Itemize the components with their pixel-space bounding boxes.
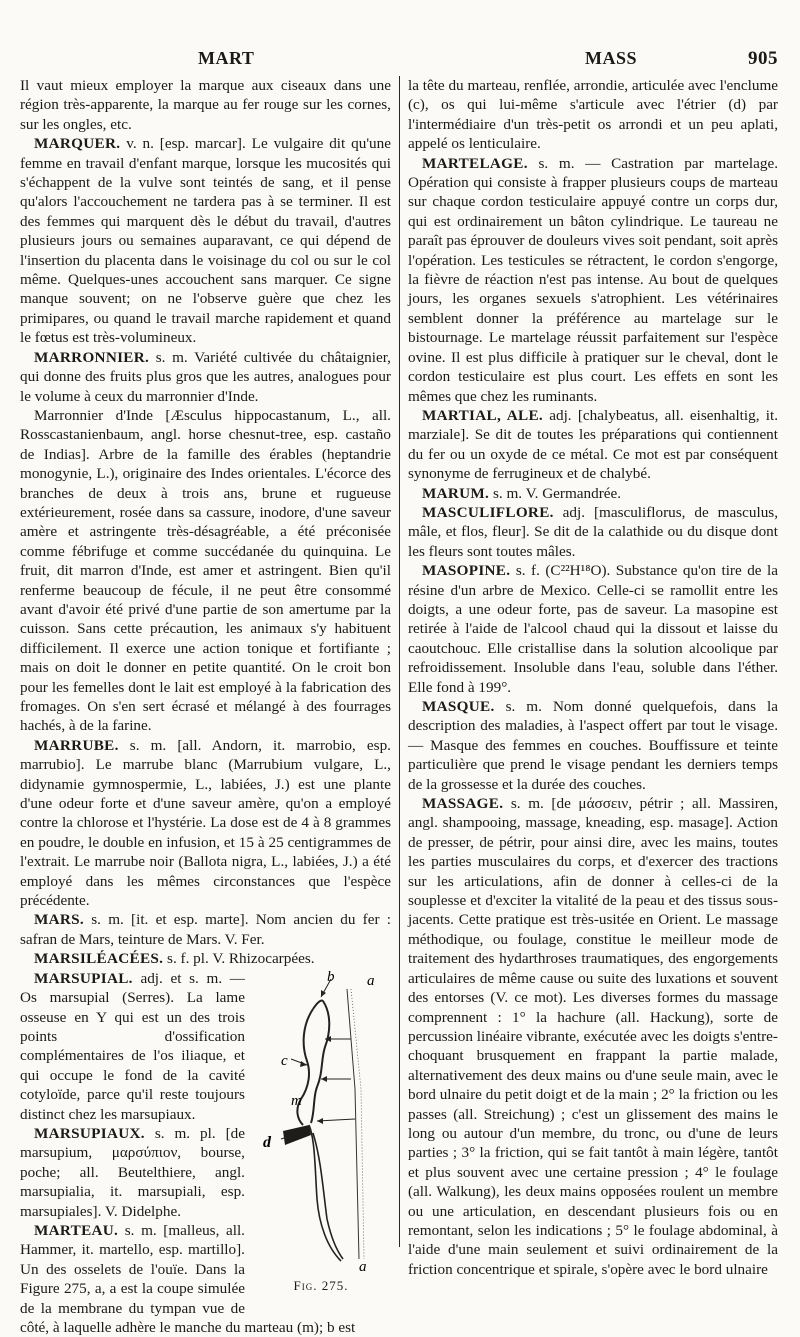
entry-text: v. n. [esp. marcar]. Le vulgaire dit qu'une femme en travail d'enfant marque, lorsque les mucosités qui s'échappent de la vulve sont teintés de sang, et il pense qu'alors l'accouchement ne tardera pas à se terminer. Il est des femmes qui marquent dès le début du travail, d'autres plusieurs jours ou semaines auparavant, ce qui dépend de l'insertion du placenta dans le voisinage du col ou sur le col même. Quelques-unes accouchent sans marquer. Ce signe manque souvent; on ne l'observe guère que chez les primipares, ou quand le travail marche rapidement et quand le fœtus est très-volumineux.: [20, 135, 391, 347]
entry-text: s. f. (C²²H¹⁸O). Substance qu'on tire de la résine d'un arbre de Mexico. Celle-ci se ramollit entre les doigts, a une odeur forte, pas de saveur. La masopine est retirée à l'aide de l'alcool chaud qui la dissout et laisse du caoutchouc. Elle cristallise dans la solution alcoolique par refroidissement. Insoluble dans l'eau, soluble dans l'éther. Elle fond à 199°.: [407, 562, 778, 696]
running-head-right-word: MASS: [585, 48, 638, 68]
headword: MARRUBE.: [34, 736, 119, 754]
entry-text: Marronnier d'Inde [Æsculus hippocastanum, L., all. Rosscastanienbaum, angl. horse chesnut-tree, esp. castaño de Indias]. Arbre de la famille des érables (heptandrie monogynie, L.), originaire des Indes orientales. L'écorce des branches de deux à trois ans, brune et rugueuse extérieurement, rosée dans sa cassure, inodore, d'une saveur amère et astringente très-désagréable, a été préconisée comme fébrifuge et comme succédanée du quinquina. Le fruit, dit marron d'Inde, est amer et astringent. Bien qu'il renferme beaucoup de fécule, il ne peut être consommé avant d'avoir été privé d'une partie de son amertume par la cuisson. Sans cette précaution, les animaux s'y habituent difficilement. Il exerce une action tonique et fortifiante ; mais on doit le donner en petite quantité. On le croit bon pour les femelles dont le lait est employé à la fabrication des fromages. On s'en sert écrasé et mélangé à des fourrages hachés, à de la farine.: [20, 406, 391, 735]
dictionary-entry: [408, 484, 778, 503]
headword: MASSAGE.: [421, 795, 504, 813]
dictionary-entry: [20, 910, 391, 949]
entry-text: s. m. V. Germandrée.: [489, 484, 622, 502]
entry-text: s. m. [all. Andorn, it. marrobio, esp. marrubio]. Le marrube blanc (Marrubium vulgare, L., didynamie gymnospermie, L., labiées, J.) est une plante d'une odeur forte et d'une saveur amère, qu'on a employé contre la chlorose et l'hystérie. La dose est de 4 à 8 grammes en poudre, le double en infusion, et 15 à 25 centigrammes de l'extrait. Le marrube noir (Ballota nigra, L., labiées, J.) a été employé dans les mêmes circonstances que l'espèce précédente.: [20, 736, 391, 910]
headword: MARUM.: [421, 484, 490, 502]
page-number: 905: [748, 48, 778, 69]
entry-text: adj. [masculiflorus, de masculus, mâle, et flos, fleur]. Se dit de la calathide ou du disque dont les fleurs sont toutes mâles.: [407, 503, 778, 560]
entry-text: la tête du marteau, renflée, arrondie, articulée avec l'enclume (c), os qui lui-même s'articule avec l'étrier (d) par l'intermédiaire d'un très-petit os arrondi et un peu aplati, appelé os lenticulaire.: [407, 77, 778, 153]
headword: MARTIAL, ALE.: [421, 406, 543, 424]
running-head: [20, 48, 778, 72]
dictionary-entry: [408, 697, 778, 794]
ear-ossicles-illustration: [251, 969, 391, 1274]
figure-label-d: d: [262, 1133, 271, 1151]
right-column: [399, 76, 778, 1278]
figure-caption: Fig. 275.: [293, 1277, 349, 1293]
headword: MARSUPIAL.: [34, 969, 133, 987]
left-column: [20, 76, 399, 1336]
dictionary-entry: [408, 561, 778, 697]
dictionary-entry: [20, 348, 391, 406]
figure-label-m: m: [290, 1092, 302, 1109]
entry-text: s. m. [malleus, all. Hammer, it. martello, esp. martillo]. Un des osselets de l'ouïe. Dans la Figure 275, a, a est la coupe simulée de la membrane du tympan vue de côté, à laquelle adhère le manche du marteau (m); b est: [20, 1221, 356, 1336]
entry-continuation: [20, 406, 391, 736]
entry-text: s. m. [de μάσσειν, pétrir ; all. Massiren, angl. shampooing, massage, kneading, esp. masage]. Action de presser, de pétrir, pour ainsi dire, avec les mains, toutes les parties musculaires du corps, et d'exercer des tractions sur les articulations, afin de donner à celles-ci de la souplesse et d'exciter la vitalité de la peau et des tissus sous-jacents. Cette pratique est très-usitée en Orient. Le massage méthodique, ou foulage, constitue le meilleur mode de traitement des hydarthroses traumatiques, des engorgements articulaires de même cause ou suite des luxations et souvent des entorses (V. ce mot). Les diverses formes du massage comprennent : 1° la hachure (all. Hackung), sorte de percussion linéaire vibrante, exécutée avec les doigts s'entre-choquant brusquement en frappant la partie malade, alternativement des deux mains ou d'une seule main, avec le bord ulnaire du petit doigt et de la main ; 2° la friction ou les passes (all. Streichung) ; c'est un glissement des mains le long ou autour d'un membre, du tronc, ou d'une de leurs parties ; 3° la friction, qui se fait tantôt à main légère, tantôt et plus souvent avec une certaine pression ; 4° le foulage (all. Walkung), les deux mains opposées roulent un membre ou une articulation, en descendant plusieurs fois ou en remontant, selon les indications ; 5° le foulage abdominal, à l'aide d'une main seulement et suivi ordinairement de la friction concentrique et spirale, s'opère avec le bord ulnaire: [407, 795, 778, 1278]
headword: MARQUER.: [34, 135, 121, 153]
dictionary-entry: [408, 503, 778, 561]
figure-label-b: b: [326, 968, 335, 985]
dictionary-entry: [20, 134, 391, 347]
entry-text: adj. [chalybeatus, all. eisenhaltig, it. marziale]. Se dit de toutes les préparations qui contiennent du fer ou un oxyde de ce métal. Ce mot est par conséquent synonyme de ferrugineux et de chalybé.: [407, 406, 778, 483]
figure-label-c: c: [280, 1052, 288, 1069]
entry-continuation: [20, 76, 391, 134]
entry-text: s. f. pl. V. Rhizocarpées.: [163, 950, 315, 968]
headword: MARRONNIER.: [34, 348, 150, 366]
entry-continuation: [408, 76, 778, 154]
headword: MARTEAU.: [34, 1221, 119, 1239]
headword: MASQUE.: [421, 698, 495, 715]
entry-text: s. m. Nom donné quelquefois, dans la description des maladies, à l'aspect offert par tout le visage. — Masque des femmes en couches. Bouffissure et teinte particulière que prend le visage pendant les derniers temps de la grossesse et la durée des couches.: [407, 698, 778, 793]
headword: MASCULIFLORE.: [421, 503, 554, 521]
dictionary-entry: [20, 736, 391, 911]
entry-text: s. m. [it. et esp. marte]. Nom ancien du fer : safran de Mars, teinture de Mars. V. Fer.: [20, 911, 391, 948]
figure-label-a-bottom: a: [358, 1258, 367, 1274]
entry-text: s. m. Variété cultivée du châtaignier, qui donne des fruits plus gros que les autres, analogues pour le volume à ceux du marronnier d'Inde.: [20, 348, 391, 405]
headword: MARSUPIAUX.: [34, 1124, 145, 1142]
text-columns: [20, 76, 778, 1336]
dictionary-entry: [408, 794, 778, 1279]
headword: MASOPINE.: [421, 562, 511, 580]
dictionary-entry: [408, 154, 778, 406]
running-head-left-word: MART: [198, 48, 255, 68]
headword: MARSILÉACÉES.: [34, 950, 164, 968]
figure-wrap-block: [20, 969, 391, 1337]
entry-text: adj. et s. m. — Os marsupial (Serres). La lame osseuse en Y qui est un des trois points d'ossification complémentaires de l'os iliaque, et qui occupe le fond de la cavité cotyloïde, parce qu'il reste toujours distinct chez les marsupiaux.: [20, 969, 245, 1123]
figure-label-a-top: a: [366, 972, 375, 989]
entry-text: s. m. — Castration par martelage. Opération qui consiste à frapper plusieurs coups de marteau sur chaque cordon testiculaire appuyé contre un corps dur, qui est ordinairement un bâton cylindrique. Le taureau ne paraît pas éprouver de douleurs vives soit pendant, soit après l'opération. Les testicules se rétractent, le cordon s'engorge, la fièvre de réaction n'est pas intense. Au bout de quelques jours, les organes sexuels s'atrophient. Les vétérinaires semblent donner la préférence au martelage sur le bistournage. Le martelage réussit parfaitement sur l'espèce ovine. Il est plus difficile à pratiquer sur le cheval, dont le cordon testiculaire est plus court. Les effets en sont les mêmes que chez les ruminants.: [407, 154, 778, 405]
dictionary-entry: [408, 406, 778, 484]
headword: MARS.: [34, 911, 85, 929]
figure-275: [251, 969, 391, 1299]
entry-text: Il vaut mieux employer la marque aux ciseaux dans une région très-apparente, la marque au fer rouge sur les cornes, sur les ongles, etc.: [20, 77, 391, 133]
headword: MARTELAGE.: [421, 154, 528, 172]
entry-text: s. m. pl. [de marsupium, μαρσύπιον, bourse, poche; all. Beutelthiere, angl. marsupialia, it. marsupiali, esp. marsupiales]. V. Didelphe.: [20, 1124, 245, 1220]
dictionary-entry: [20, 949, 391, 968]
